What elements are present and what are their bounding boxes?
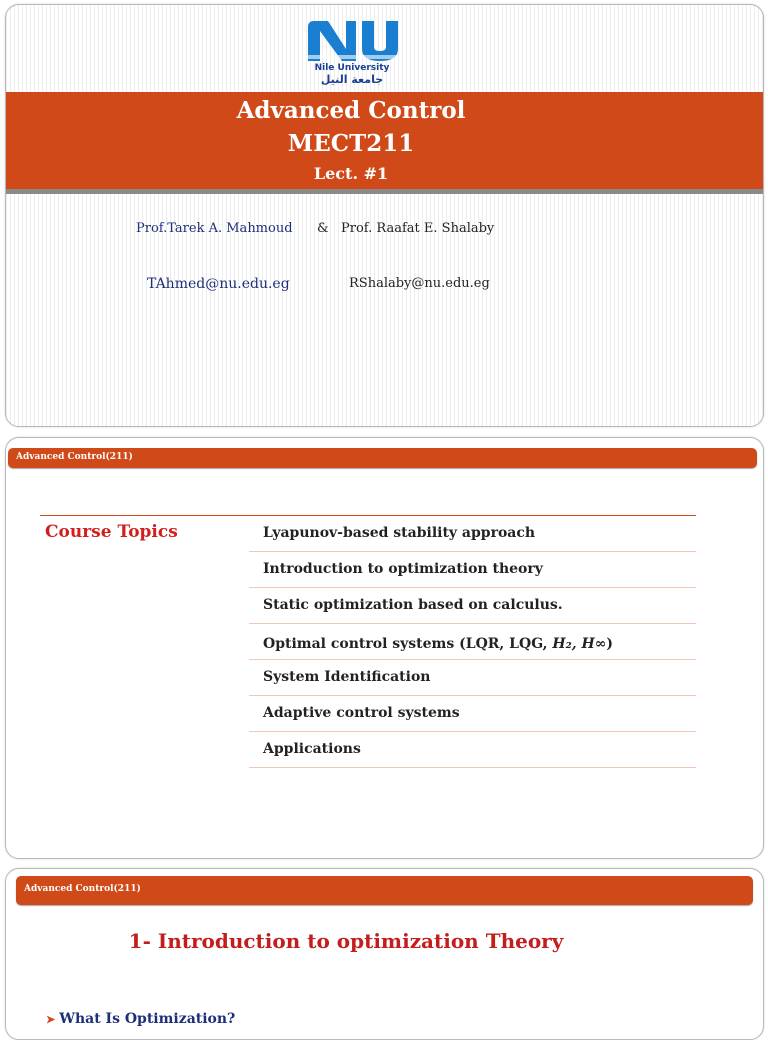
section-title: 1- Introduction to optimization Theory <box>128 929 564 953</box>
topic-close-paren: ) <box>606 636 614 652</box>
topic-item <box>249 696 696 732</box>
topic-text: System Identification <box>263 669 431 685</box>
professor-1-email[interactable]: TAhmed@nu.edu.eg <box>147 276 290 292</box>
topic-text: Introduction to optimization theory <box>263 561 543 577</box>
slide-header-text: Advanced Control(211) <box>24 884 141 894</box>
professor-2-name: Prof. Raafat E. Shalaby <box>341 221 495 236</box>
arrow-bullet-icon: ➤ <box>46 1013 56 1026</box>
topic-item <box>249 660 696 696</box>
professor-1-name: Prof.Tarek A. Mahmoud <box>136 221 293 236</box>
optimization-intro-slide <box>5 868 764 1040</box>
lecture-number: Lect. #1 <box>313 164 389 183</box>
bullet-text: What Is Optimization? <box>59 1011 236 1027</box>
course-topics-slide <box>5 437 764 859</box>
topic-math: H₂, H∞ <box>552 636 607 652</box>
slide-header-bar <box>16 876 753 905</box>
slide-header-text: Advanced Control(211) <box>16 452 133 462</box>
nu-logo-mark <box>306 19 402 63</box>
slide-header-bar <box>8 448 757 468</box>
topic-item <box>249 552 696 588</box>
topic-text: Adaptive control systems <box>263 705 460 721</box>
topic-item <box>249 516 696 552</box>
course-code: MECT211 <box>287 130 415 157</box>
course-title: Advanced Control <box>236 97 466 124</box>
topic-item <box>249 624 696 660</box>
topic-text: Applications <box>263 741 361 757</box>
topic-item <box>249 732 696 768</box>
topic-text: Lyapunov-based stability approach <box>263 525 536 541</box>
names-separator: & <box>317 221 329 236</box>
logo-name-ar: جامعة النيل <box>320 73 384 86</box>
bullet-item <box>46 1011 235 1027</box>
topic-text: Static optimization based on calculus. <box>263 597 563 613</box>
topic-item <box>249 588 696 624</box>
topics-title: Course Topics <box>45 522 178 542</box>
nile-university-logo <box>304 19 404 85</box>
title-band <box>6 92 763 194</box>
professor-2-email[interactable]: RShalaby@nu.edu.eg <box>349 276 490 291</box>
title-slide <box>5 4 764 427</box>
topic-text: Optimal control systems (LQR, LQG, <box>263 636 553 652</box>
topics-list <box>249 516 696 768</box>
topic-text-wrap <box>263 636 613 652</box>
logo-name-en: Nile University <box>314 63 390 73</box>
